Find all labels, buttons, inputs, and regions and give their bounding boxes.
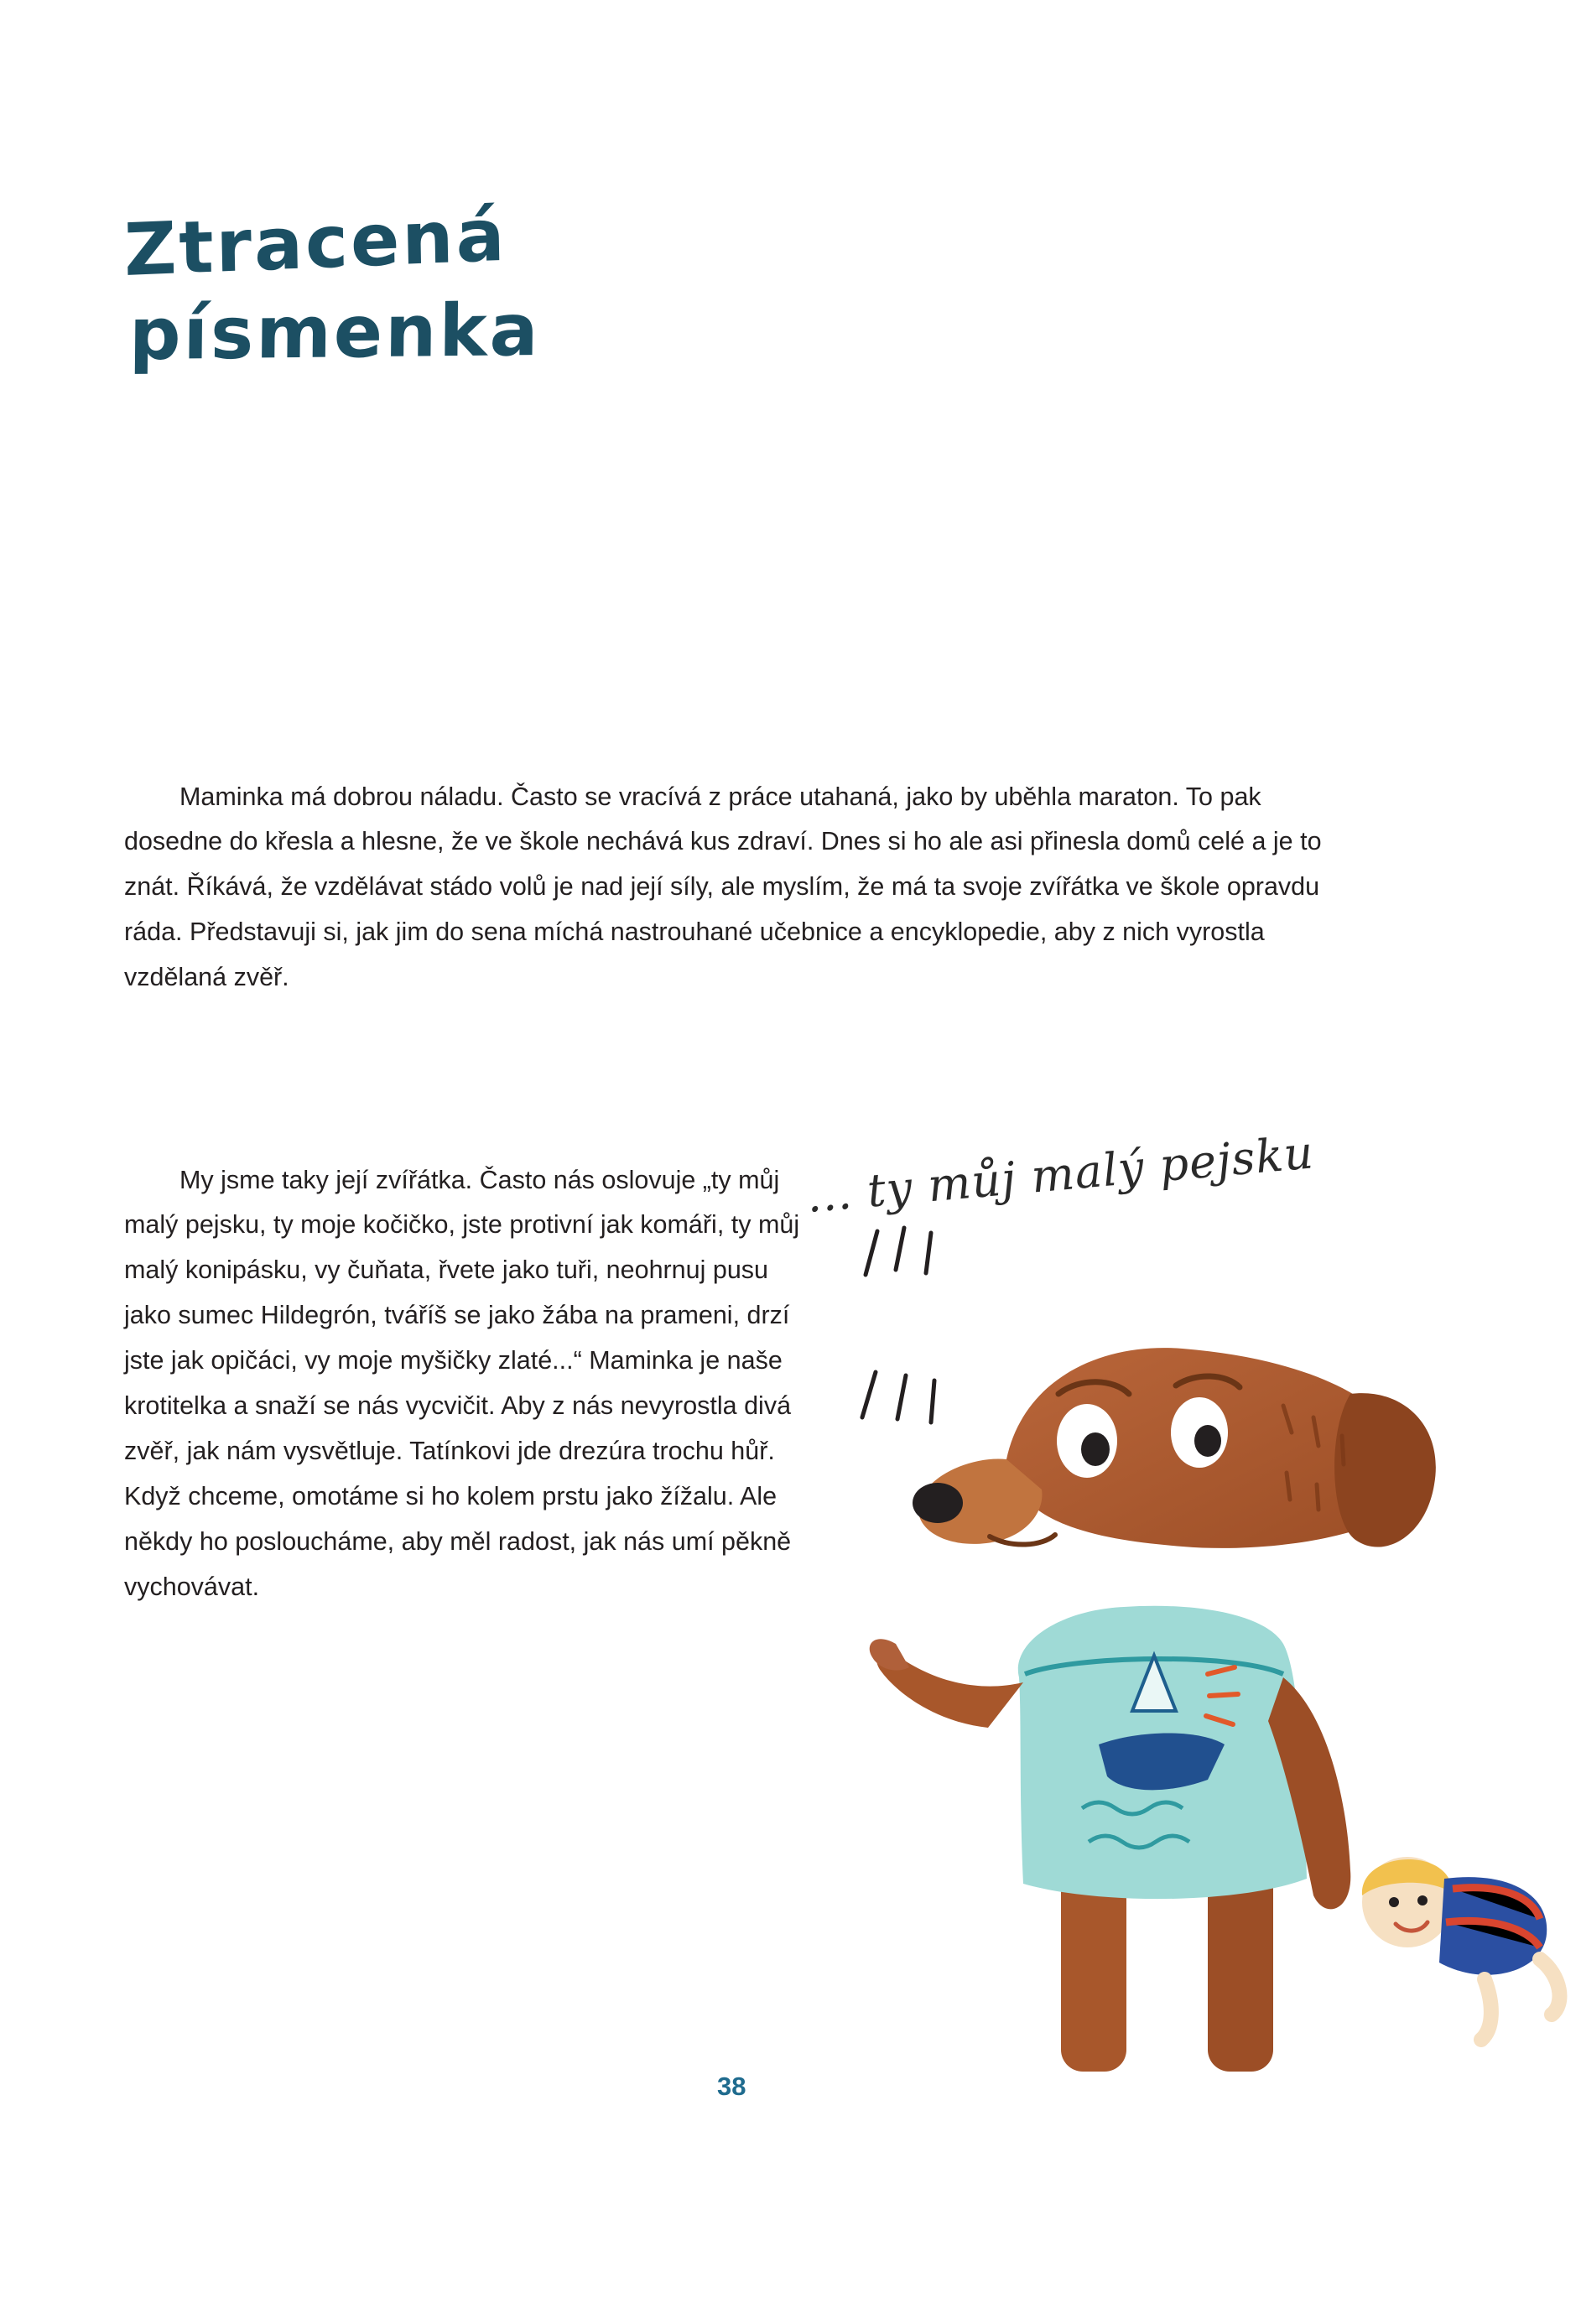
dog-head bbox=[913, 1348, 1436, 1548]
page-title bbox=[124, 184, 795, 385]
doll bbox=[1362, 1857, 1560, 2040]
dog-character-illustration bbox=[847, 1208, 1581, 2097]
motion-marks-icon bbox=[862, 1228, 934, 1422]
nose-icon bbox=[913, 1483, 963, 1523]
handwritten-caption: ... ty můj malý pejsku bbox=[804, 1126, 1316, 1223]
left-arm bbox=[870, 1639, 1023, 1728]
title-line-1: Ztracená bbox=[123, 193, 508, 293]
doll-body bbox=[1439, 1877, 1559, 2040]
body-paragraph-1: Maminka má dobrou náladu. Často se vracívá z práce utahaná, jako by uběhla maraton. To pak dosedne do křesla a hlesne, že ve škole nechává kus zdraví. Dnes si ho ale asi přinesla domů celé a je to znát. Říkává, že vzdělávat stádo volů je nad její síly, ale myslím, že má ta svoje zvířátka ve škole opravdu ráda. Představuji si, jak jim do sena míchá nastrouhané učebnice a encyklopedie, aby z nich vyrostla vzdělaná zvěř. bbox=[124, 782, 1322, 992]
page-number: 38 bbox=[717, 2072, 746, 2101]
title-line-2: písmenka bbox=[128, 288, 542, 377]
body-paragraph-2: My jsme taky její zvířátka. Často nás oslovuje „ty můj malý pejsku, ty moje kočičko, jste protivní jak komáři, ty můj malý konipásku, vy čuňata, řvete jako tuři, neohrnuj pusu jako sumec Hildegrón, tváříš se jako žába na prameni, drzí jste jak opičáci, vy moje myšičky zlaté...“ Maminka je naše krotitelka a snaží se nás vycvičit. Aby z nás nevyrostla divá zvěř, jak nám vysvětluje. Tatínkovi jde drezúra trochu hůř. Když chceme, omotáme si ho kolem prstu jako žížalu. Ale někdy ho posloucháme, aby měl radost, jak nás umí pěkně vychovávat. bbox=[124, 1165, 800, 1602]
